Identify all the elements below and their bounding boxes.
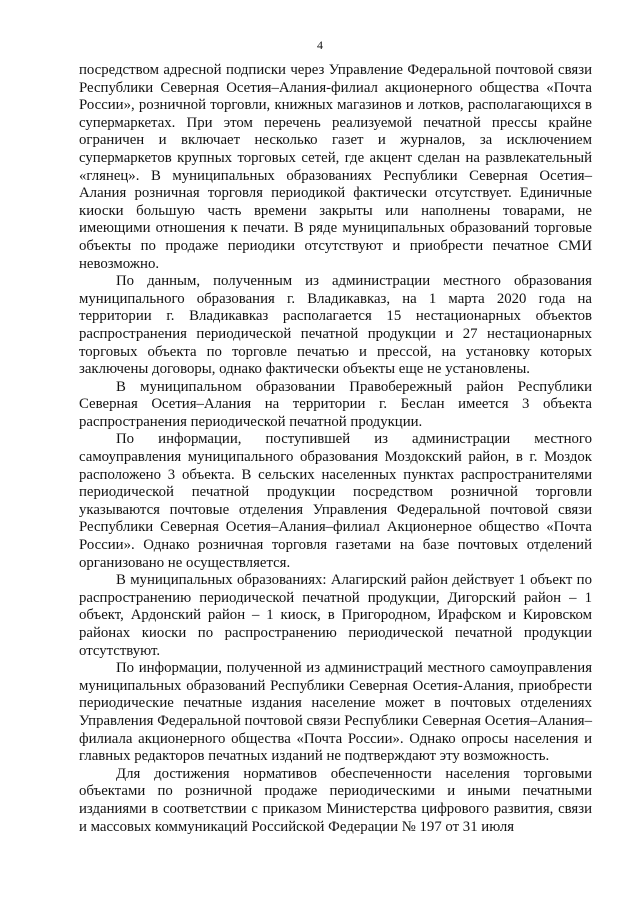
paragraph-vladikavkaz: По данным, полученным из администрации местного образования муниципального образования г. Владикавказ, на 1 марта 2020 года на территории г. Владикавказ располагается 15 нестационарных объектов распространения периодической печатной продукции и 27 нестационарных торговых объекта по торговле печатью и прессой, на установку которых заключены договоры, однако фактически объекты еще не установлены. [79,273,592,378]
paragraph-post-offices: По информации, полученной из администраций местного самоуправления муниципальных образований Республики Северная Осетия-Алания, приобрести периодические печатные издания население может в почтовых отделениях Управления Федеральной почтовой связи Республики Северная Осетия–Алания–филиала акционерного общества «Почта России». Однако опросы населения и главных редакторов печатных изданий не подтверждают эту возможность. [79,660,592,765]
paragraph-mozdok: По информации, поступившей из администрации местного самоуправления муниципального образования Моздокский район, в г. Моздок расположено 3 объекта. В сельских населенных пунктах распространителями периодической печатной продукции посредством розничной торговли указываются почтовые отделения Управления Федеральной почтовой связи Республики Северная Осетия–Алания–филиал Акционерное общество «Почта России». Однако розничная торговля газетами на базе почтовых отделений организовано не осуществляется. [79,431,592,571]
paragraph-alagir-digora-ardon: В муниципальных образованиях: Алагирский район действует 1 объект по распространению периодической печатной продукции, Дигорский район – 1 объект, Ардонский район – 1 киоск, в Пригородном, Ирафском и Кировском районах киоски по распространению периодической печатной продукции отсутствуют. [79,572,592,659]
document-body [79,62,592,836]
paragraph-norms: Для достижения нормативов обеспеченности населения торговыми объектами по розничной продаже периодическими и иными печатными изданиями в соответствии с приказом Министерства цифрового развития, связи и массовых коммуникаций Российской Федерации № 197 от 31 июля [79,765,592,835]
paragraph-pravoberezhny: В муниципальном образовании Правобережный район Республики Северная Осетия–Алания на территории г. Беслан имеется 3 объекта распространения периодической печатной продукции. [79,378,592,430]
paragraph-subscription-and-retail: посредством адресной подписки через Управление Федеральной почтовой связи Республики Северная Осетия–Алания-филиал акционерного общества «Почта России», розничной торговли, книжных магазинов и лотков, располагающихся в супермаркетах. При этом перечень реализуемой печатной прессы крайне ограничен и включает несколько газет и журналов, за исключением супермаркетов крупных торговых сетей, где акцент сделан на развлекательный «глянец». В муниципальных образованиях Республики Северная Осетия–Алания розничная торговля периодикой фактически отсутствует. Единичные киоски большую часть времени закрыты или наполнены товарами, не имеющими отношения к печати. В ряде муниципальных образований торговые объекты по продаже периодики отсутствуют и приобрести печатное СМИ невозможно. [79,62,592,272]
page-number: 4 [317,38,323,52]
